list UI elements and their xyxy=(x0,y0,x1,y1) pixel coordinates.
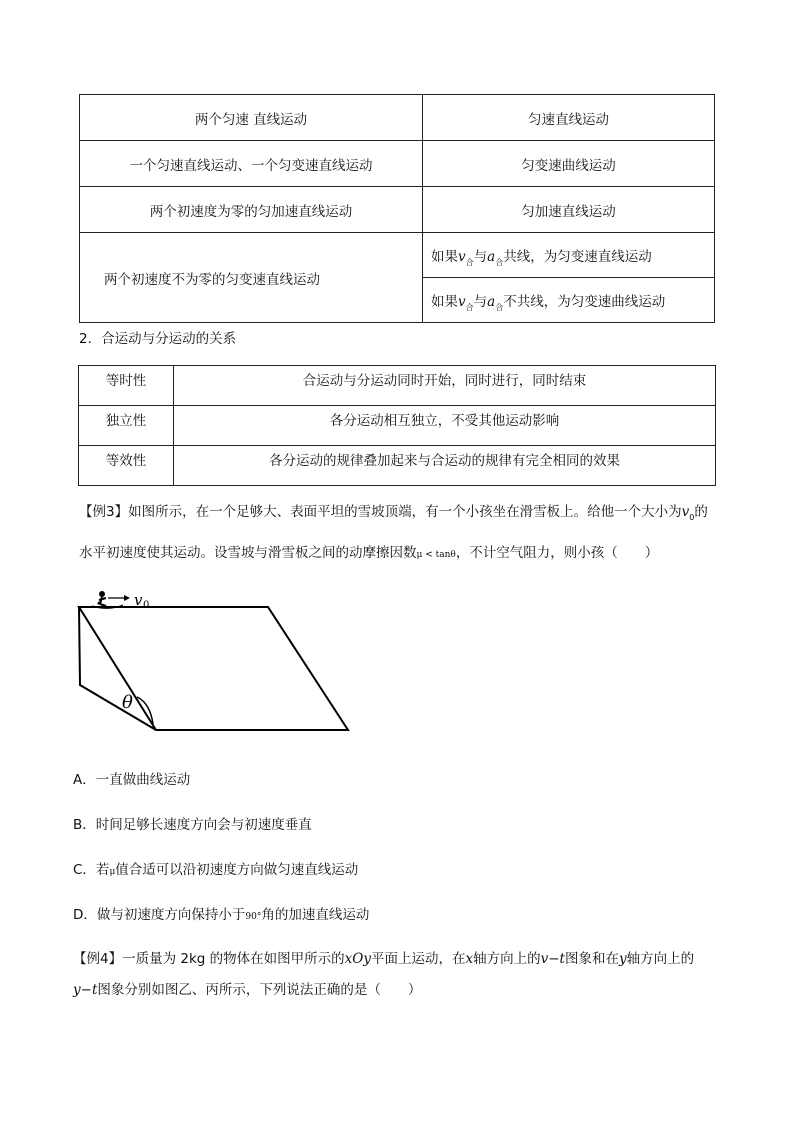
table-cell-key: 等时性 xyxy=(79,366,174,406)
section-heading: 2．合运动与分运动的关系 xyxy=(79,331,237,347)
motion-composition-table xyxy=(79,94,715,323)
table-cell: 两个初速度为零的匀加速直线运动 xyxy=(80,187,423,233)
figure-v0-subscript: 0 xyxy=(143,600,150,611)
table-cell: 匀加速直线运动 xyxy=(423,187,715,233)
example4-line2: y−t图象分别如图乙、丙所示，下列说法正确的是（ ） xyxy=(73,982,422,998)
table-row xyxy=(80,95,715,141)
example4-line1: 【例4】一质量为 2kg 的物体在如图甲所示的xOy平面上运动，在x轴方向上的v−t图象和在y轴方向上的 xyxy=(73,951,695,967)
table-cell: 匀变速曲线运动 xyxy=(423,141,715,187)
table-cell-condition-collinear: 如果$v_合$与$a_合$共线，为匀变速直线运动 xyxy=(423,233,715,278)
relation-table xyxy=(78,365,716,486)
table-row xyxy=(80,233,715,278)
table-row xyxy=(80,141,715,187)
table-cell: 匀速直线运动 xyxy=(423,95,715,141)
table-row xyxy=(79,406,716,446)
slope-figure xyxy=(75,585,360,735)
table-cell: 两个匀速 直线运动 xyxy=(80,95,423,141)
table-cell: 一个匀速直线运动、一个匀变速直线运动 xyxy=(80,141,423,187)
velocity-arrow xyxy=(108,595,130,601)
table-cell-value: 各分运动的规律叠加起来与合运动的规律有完全相同的效果 xyxy=(174,446,716,486)
example3-line1: 【例3】如图所示，在一个足够大、表面平坦的雪坡顶端，有一个小孩坐在滑雪板上。给他一个大小为$v_0$的 xyxy=(79,504,708,522)
table-cell-condition-noncollinear: 如果$v_合$与$a_合$不共线，为匀变速曲线运动 xyxy=(423,278,715,323)
option-b: B．时间足够长速度方向会与初速度垂直 xyxy=(73,817,312,833)
table-cell-key: 等效性 xyxy=(79,446,174,486)
option-c: C．若μ值合适可以沿初速度方向做匀速直线运动 xyxy=(73,862,359,878)
figure-v0-label: v xyxy=(134,591,143,609)
table-cell-key: 独立性 xyxy=(79,406,174,446)
table-row xyxy=(79,446,716,486)
table-cell-value: 各分运动相互独立，不受其他运动影响 xyxy=(174,406,716,446)
table-row xyxy=(80,187,715,233)
option-d: D．做与初速度方向保持小于90°角的加速直线运动 xyxy=(73,907,370,923)
figure-theta-label: θ xyxy=(122,692,133,713)
slope-plane xyxy=(79,607,348,730)
table-row xyxy=(79,366,716,406)
table-cell: 两个初速度不为零的匀变速直线运动 xyxy=(80,233,423,323)
child-on-sled-icon xyxy=(92,591,123,608)
example3-line2: 水平初速度使其运动。设雪坡与滑雪板之间的动摩擦因数μ < tanθ，不计空气阻力，则小孩（ ） xyxy=(79,545,659,561)
option-a: A．一直做曲线运动 xyxy=(73,772,191,788)
table-cell-value: 合运动与分运动同时开始，同时进行，同时结束 xyxy=(174,366,716,406)
